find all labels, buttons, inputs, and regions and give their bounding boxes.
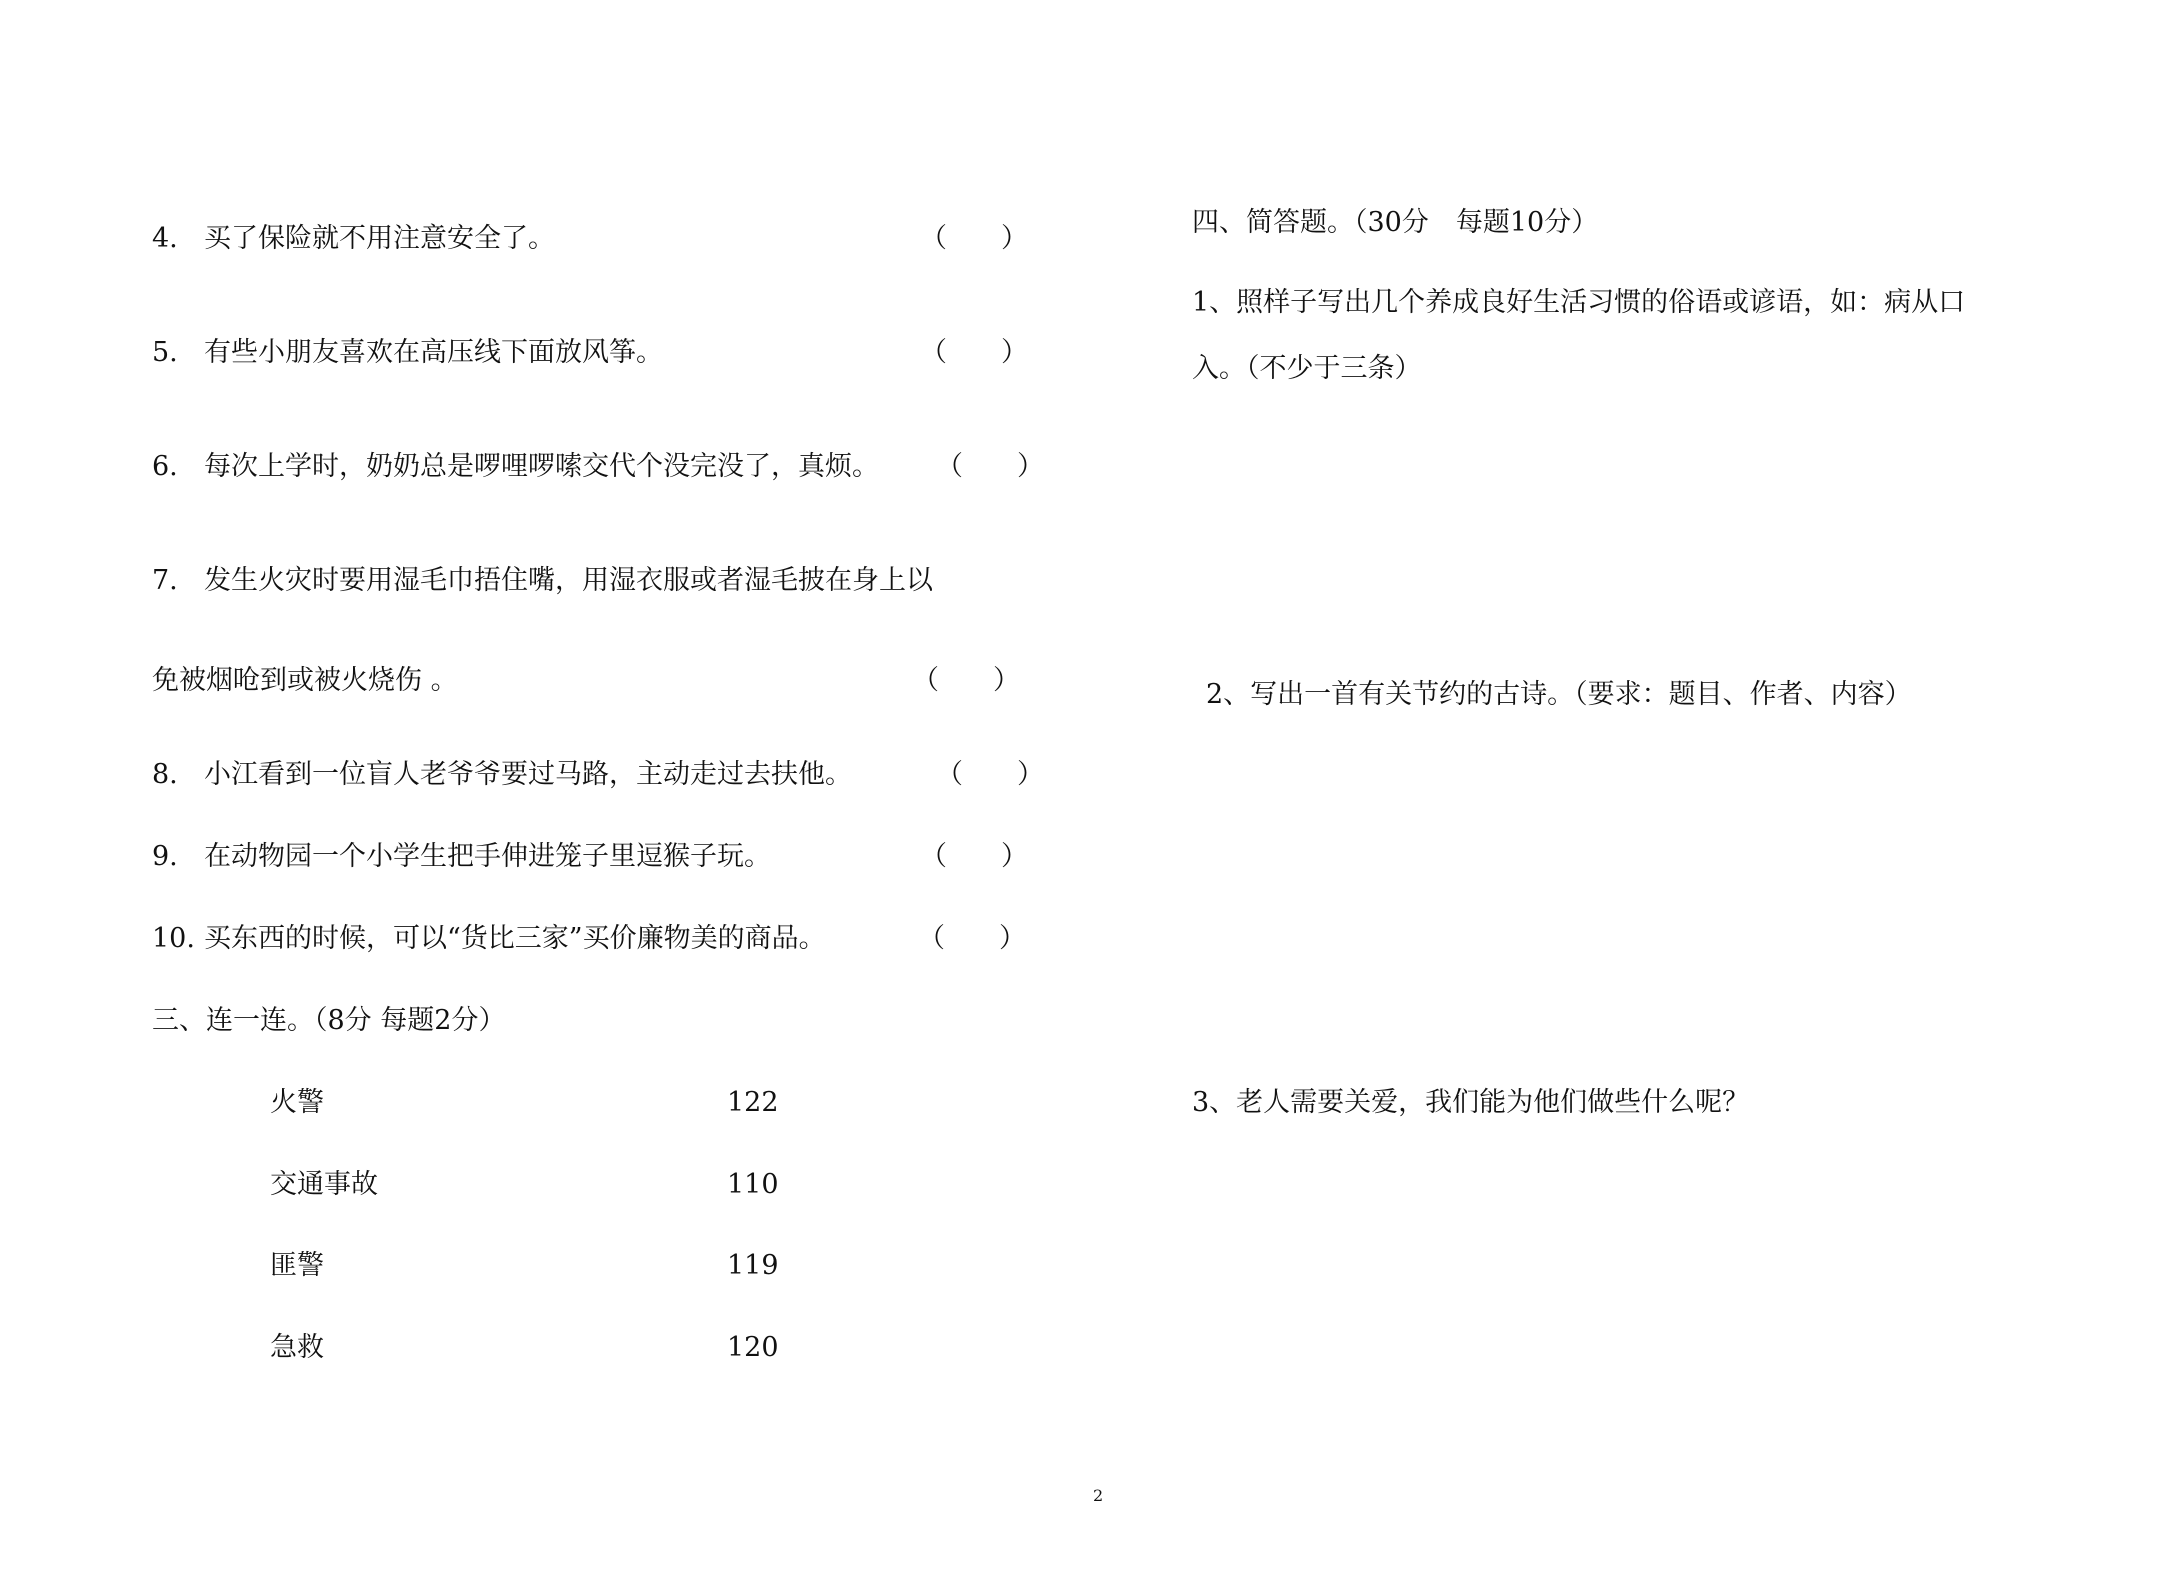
section-3-title: 三、连一连。（8分 每题2分） — [152, 1005, 506, 1036]
match-right-item: 110 — [727, 1169, 779, 1200]
question-3: 3、老人需要关爱，我们能为他们做些什么呢？ — [1192, 1087, 1750, 1118]
judgment-item-5 — [152, 336, 663, 370]
question-1-line-1: 1、照样子写出几个养成良好生活习惯的俗语或谚语，如：病从口 — [1192, 287, 1966, 318]
match-left-item: 火警 — [270, 1087, 324, 1118]
judgment-item-6 — [152, 450, 879, 484]
item-text: 买东西的时候，可以“货比三家”买价廉物美的商品。 — [204, 923, 826, 954]
item-number: 5. — [152, 337, 178, 368]
item-number: 9. — [152, 841, 178, 872]
answer-parentheses: （ ） — [936, 451, 1044, 482]
section-4-title: 四、简答题。（30分 每题10分） — [1192, 207, 1599, 238]
item-number: 10. — [152, 923, 195, 954]
judgment-item-7-continued — [152, 664, 458, 698]
answer-parentheses: （ ） — [920, 337, 1028, 368]
match-right-item: 119 — [727, 1250, 779, 1281]
match-left-item: 急救 — [270, 1332, 324, 1363]
item-text: 买了保险就不用注意安全了。 — [204, 223, 555, 254]
question-2: 2、写出一首有关节约的古诗。（要求：题目、作者、内容） — [1206, 679, 1912, 710]
item-text: 有些小朋友喜欢在高压线下面放风筝。 — [204, 337, 663, 368]
judgment-item-10 — [152, 922, 826, 956]
item-text: 发生火灾时要用湿毛巾捂住嘴，用湿衣服或者湿毛披在身上以 — [204, 565, 933, 596]
question-1-line-2: 入。（不少于三条） — [1192, 353, 1422, 384]
match-left-item: 匪警 — [270, 1250, 324, 1281]
item-text: 在动物园一个小学生把手伸进笼子里逗猴子玩。 — [204, 841, 771, 872]
item-number: 4. — [152, 223, 178, 254]
item-number: 6. — [152, 451, 178, 482]
item-number: 8. — [152, 759, 178, 790]
item-text: 免被烟呛到或被火烧伤 。 — [152, 665, 458, 696]
judgment-item-8 — [152, 758, 852, 792]
match-right-item: 120 — [727, 1332, 779, 1363]
item-text: 小江看到一位盲人老爷爷要过马路，主动走过去扶他。 — [204, 759, 852, 790]
match-left-item: 交通事故 — [270, 1169, 378, 1200]
judgment-item-7 — [152, 564, 933, 598]
answer-parentheses: （ ） — [920, 223, 1028, 254]
answer-parentheses: （ ） — [912, 665, 1020, 696]
answer-parentheses: （ ） — [936, 759, 1044, 790]
answer-parentheses: （ ） — [918, 923, 1026, 954]
judgment-item-9 — [152, 840, 771, 874]
item-number: 7. — [152, 565, 178, 596]
page-number: 2 — [1093, 1486, 1104, 1505]
answer-parentheses: （ ） — [920, 841, 1028, 872]
item-text: 每次上学时，奶奶总是啰哩啰嗦交代个没完没了，真烦。 — [204, 451, 879, 482]
match-right-item: 122 — [727, 1087, 779, 1118]
judgment-item-4 — [152, 222, 555, 256]
